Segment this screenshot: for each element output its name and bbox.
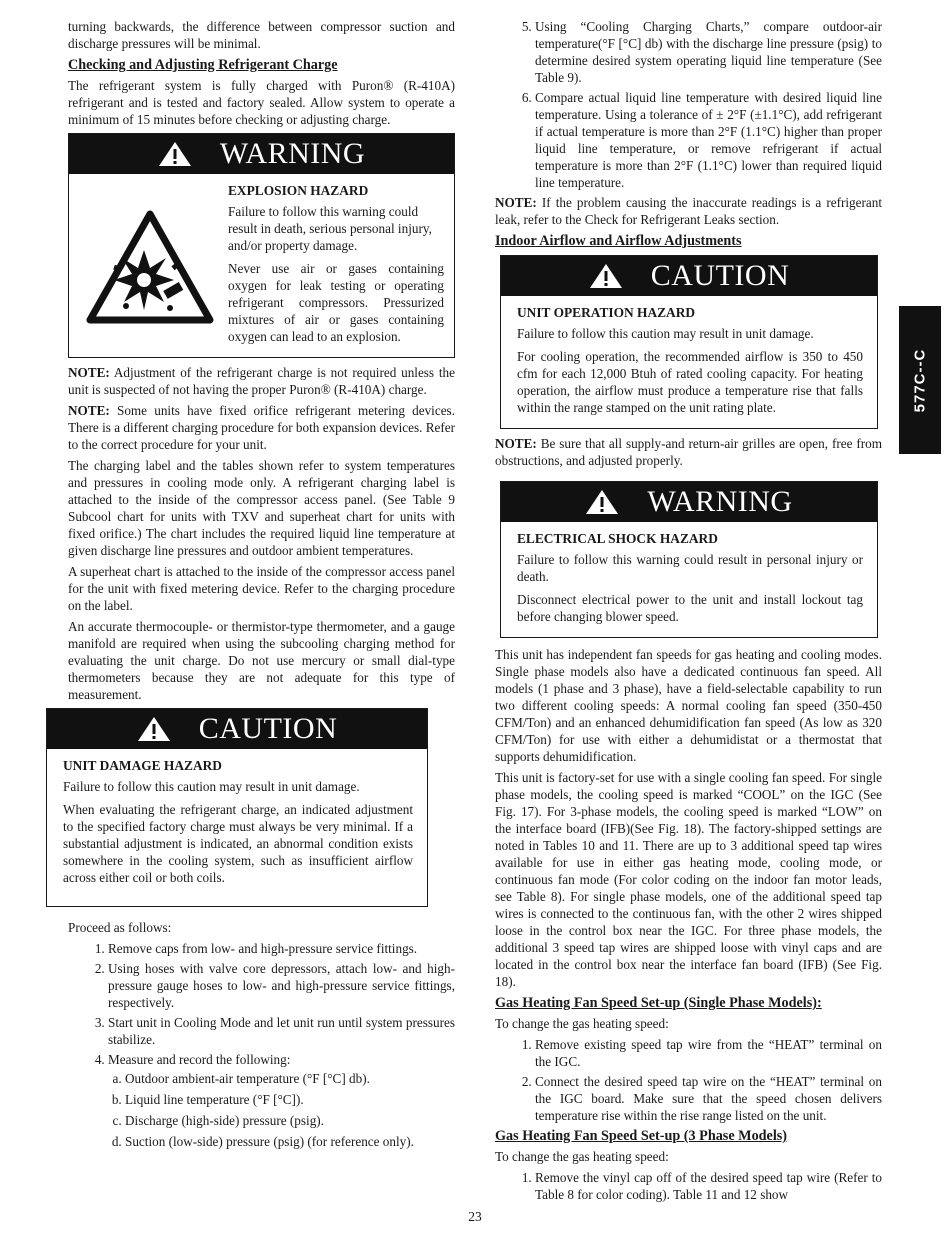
fan-speeds-paragraph: This unit has independent fan speeds for gas heating and cooling modes. Single phase models also have a dedicated continuous fan speed. All models (1 phase and 3 phase), have a field-selectable capability to run two different cooling speeds: A normal cooling fan speed (350-450 CFM/Ton) and an enhanced dehumidification fan speed (As low as 320 CFM/Ton) for use with either a dehumidistat or a thermostat that supports dehumidification. [495,647,882,764]
list-item: b. Liquid line temperature (°F [°C]). [125,1091,455,1108]
factory-set-paragraph: This unit is factory-set for use with a single cooling fan speed. For single phase models, the cooling speed is marked “COOL” on the IGC (See Fig. 17). For 3-phase models, the cooling speed is marked “LOW” on the interface board (IFB)(See Fig. 18). The factory-shipped settings are noted in Tables 10 and 11. There are up to 3 additional speed tap wires available for use in either gas heating mode, cooling mode, or continuous fan mode (For color coding on the indoor fan motor leads, see Table 8). For single phase models, one of the additional speed tap wires is connected to the continuous fan, with the other 2 wires shipped loose in the control box near the IGC. For three phase models, the additional 3 speed tap wires are shipped loose with vinyl caps and are located in the control box near the interface fan board (IFB) (See Fig. 18). [495,770,882,989]
heading-three-phase-setup: Gas Heating Fan Speed Set-up (3 Phase Models) [495,1128,788,1144]
caution-damage-text: Failure to follow this caution may result in unit damage. [63,779,360,794]
intro-paragraph: turning backwards, the difference between compressor suction and discharge pressures will be minimal. [68,19,455,51]
three-phase-steps [495,1169,882,1203]
note-charge-adjustment: NOTE: Adjustment of the refrigerant charge is not required unless the unit is suspected of not having the proper Puron® (R-410A) charge. [68,365,455,397]
explosion-warning-detail: Never use air or gases containing oxygen for leak testing or operating refrigerant compressors. Pressurized mixtures of air or gases containing oxygen can lead to an explosion. [228,261,444,344]
list-item: 4. Measure and record the following: a. Outdoor ambient-air temperature (°F [°C] db). b. Liquid line temperature (°F [°C]). c. Discharge (high-side) pressure (psig). d. Suction (low-side) pressure (psig) (for reference only). [108,1051,455,1150]
shock-warning-detail: Disconnect electrical power to the unit and install lockout tag before changing blower speed. [517,592,863,624]
list-item: c. Discharge (high-side) pressure (psig). [125,1112,455,1129]
change-speed-label: To change the gas heating speed: [495,1149,669,1164]
unit-operation-hazard-title: UNIT OPERATION HAZARD [517,305,696,320]
side-tab-label: 577C--C [911,348,929,412]
caution-unit-damage-box [46,708,428,907]
charging-label-paragraph: The charging label and the tables shown refer to system temperatures and pressures in cooling mode only. A refrigerant charging label is attached to the inside of the compressor access panel. (See Table 9 Subcool chart for units with TXV and superheat chart for units with fixed orifice.) The chart includes the required liquid line temperature at given discharge line pressures and outdoor ambient temperatures. [68,458,455,558]
list-item: 1. Remove existing speed tap wire from the “HEAT” terminal on the IGC. [535,1036,882,1070]
warning-triangle-icon [158,141,192,167]
change-speed-label: To change the gas heating speed: [495,1016,669,1031]
caution-damage-detail: When evaluating the refrigerant charge, an indicated adjustment to the specified factory charge must always be very minimal. If a substantial adjustment is indicated, an abnormal condition exists somewhere in the cooling system, such as insufficient airflow across either coil or both coils. [63,802,413,885]
list-item: 2. Using hoses with valve core depressors, attach low- and high-pressure gauge hoses to low- and high-pressure service fittings, respectively. [108,960,455,1011]
proceed-label: Proceed as follows: [68,920,172,935]
procedure-steps [68,940,455,1150]
left-column [63,18,455,1154]
superheat-paragraph: A superheat chart is attached to the inside of the compressor access panel for the unit with fixed metering device. Refer to the charging procedure on the label. [68,564,455,613]
caution-operation-detail: For cooling operation, the recommended airflow is 350 to 450 cfm for each 12,000 Btuh of rated cooling capacity. For heating operation, the airflow must produce a temperature rise that falls within the range stamped on the unit rating plate. [517,349,863,415]
warning-header [69,134,454,174]
measurement-substeps [108,1070,455,1150]
caution-operation-text: Failure to follow this caution may result in unit damage. [517,326,814,341]
procedure-steps-continued [495,18,882,191]
caution-title: CAUTION [650,259,790,292]
electrical-shock-hazard-title: ELECTRICAL SHOCK HAZARD [517,531,718,546]
list-item: 2. Connect the desired speed tap wire on the “HEAT” terminal on the IGC board. Make sure that the speed chosen delivers temperature rise within the rise range listed on the unit. [535,1073,882,1124]
list-item: a. Outdoor ambient-air temperature (°F [°C] db). [125,1070,455,1087]
heading-refrigerant-charge: Checking and Adjusting Refrigerant Charge [68,57,338,73]
heading-indoor-airflow: Indoor Airflow and Airflow Adjustments [495,233,742,249]
caution-header [501,256,877,296]
single-phase-steps [495,1036,882,1124]
note-fixed-orifice: NOTE: Some units have fixed orifice refrigerant metering devices. There is a different charging procedure for both expansion devices. Refer to the correct procedure for your unit. [68,403,455,452]
list-item: 1. Remove caps from low- and high-pressure service fittings. [108,940,455,957]
list-item: 1. Remove the vinyl cap off of the desired speed tap wire (Refer to Table 8 for color coding). Table 11 and 12 show [535,1169,882,1203]
page-number: 23 [468,1209,482,1224]
caution-title: CAUTION [198,712,338,745]
explosion-hazard-icon [77,182,222,351]
list-item: d. Suction (low-side) pressure (psig) (for reference only). [125,1133,455,1150]
warning-electrical-shock-box [500,481,878,638]
right-column [495,18,882,1206]
warning-explosion-box [68,133,455,358]
heading-single-phase-setup: Gas Heating Fan Speed Set-up (Single Phase Models): [495,995,822,1011]
explosion-warning-text: Failure to follow this warning could result in death, serious personal injury, and/or property damage. [228,204,432,253]
caution-unit-operation-box [500,255,878,429]
warning-title: WARNING [647,485,793,518]
explosion-hazard-title: EXPLOSION HAZARD [228,183,369,198]
list-item: 6. Compare actual liquid line temperature with desired liquid line temperature. Using a tolerance of ± 2°F (±1.1°C), add refrigerant if actual temperature is more than 2°F (1.1°C) higher than proper liquid line temperature, or remove refrigerant if actual temperature is more than 2°F (1.1°C) lower than required liquid line temperature. [535,89,882,191]
caution-triangle-icon [589,263,623,289]
unit-damage-hazard-title: UNIT DAMAGE HAZARD [63,758,222,773]
shock-warning-text: Failure to follow this warning could result in personal injury or death. [517,552,863,584]
warning-triangle-icon [585,489,619,515]
charge-intro-paragraph: The refrigerant system is fully charged with Puron® (R-410A) refrigerant and is tested and factory sealed. Allow system to operate a minimum of 15 minutes before checking or adjusting charge. [68,78,455,127]
warning-title: WARNING [219,137,366,170]
list-item: 5. Using “Cooling Charging Charts,” compare outdoor-air temperature(°F [°C] db) with the discharge line pressure (psig) to determine desired system operating liquid line temperature (See Table 9). [535,18,882,86]
caution-triangle-icon [137,716,171,742]
note-refrigerant-leak: NOTE: If the problem causing the inaccurate readings is a refrigerant leak, refer to the Check for Refrigerant Leaks section. [495,195,882,227]
caution-header [47,709,427,749]
note-grilles: NOTE: Be sure that all supply-and return-air grilles are open, free from obstructions, and adjusted properly. [495,436,882,468]
warning-header [501,482,877,522]
side-tab-model [899,306,941,454]
thermometer-paragraph: An accurate thermocouple- or thermistor-type thermometer, and a gauge manifold are required when using the subcooling charging method for evaluating the unit charge. Do not use mercury or small dial-type thermometers because they are not adequate for this type of measurement. [68,619,455,702]
list-item: 3. Start unit in Cooling Mode and let unit run until system pressures stabilize. [108,1014,455,1048]
